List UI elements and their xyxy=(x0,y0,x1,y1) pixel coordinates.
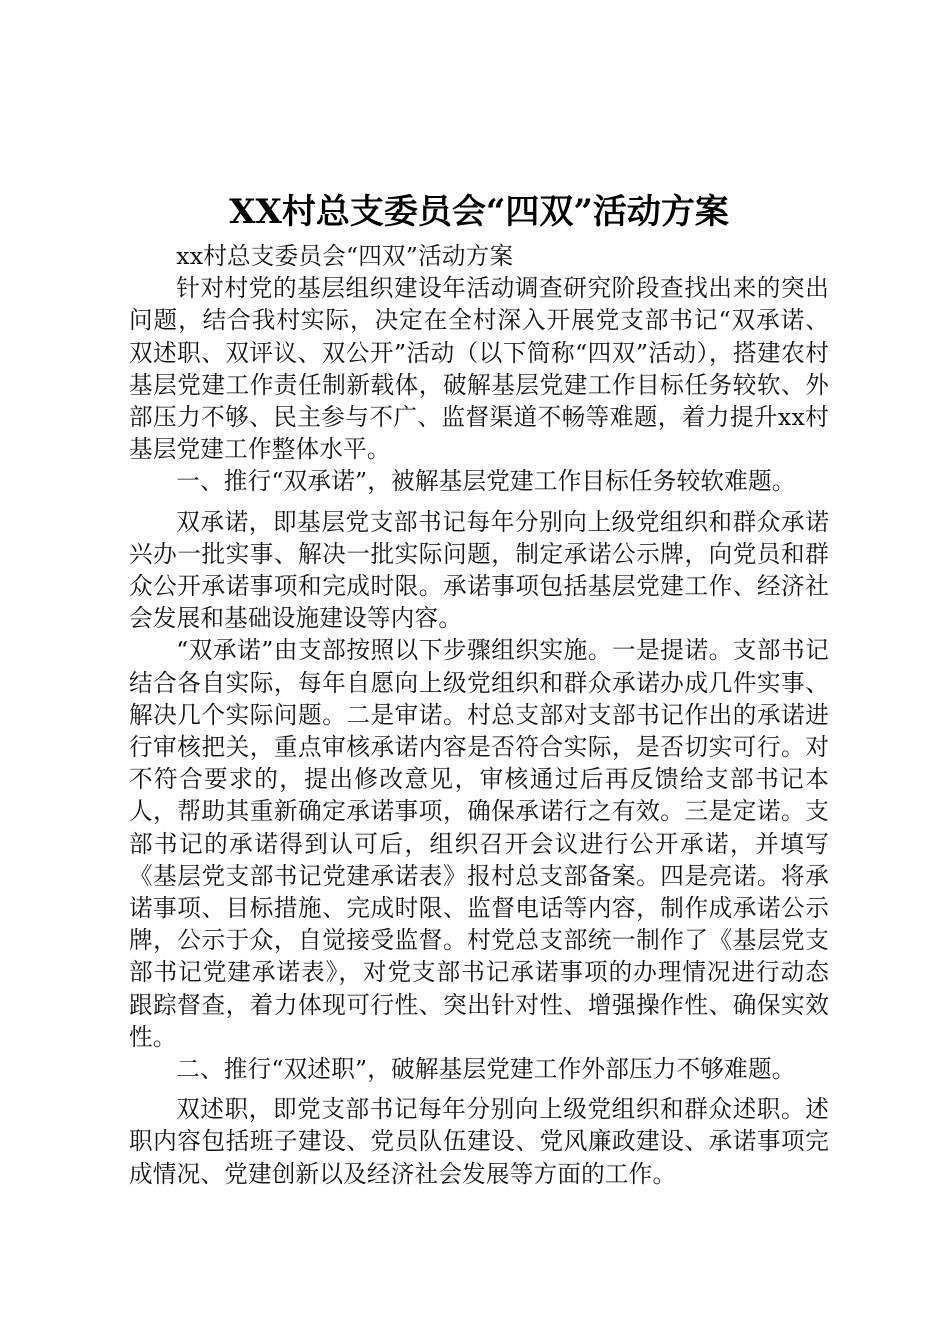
document-body xyxy=(129,240,829,1190)
body-paragraph: 双承诺，即基层党支部书记每年分别向上级党组织和群众承诺兴办一批实事、解决一批实际问题，制定承诺公示牌，向党员和群众公开承诺事项和完成时限。承诺事项包括基层党建工作、经济社会发展和基础设施建设等内容。 xyxy=(129,507,829,633)
intro-paragraph: 针对村党的基层组织建设年活动调查研究阶段查找出来的突出问题，结合我村实际，决定在全村深入开展党支部书记“双承诺、双述职、双评议、双公开”活动（以下简称“四双”活动），搭建农村基层党建工作责任制新载体，破解基层党建工作目标任务较软、外部压力不够、民主参与不广、监督渠道不畅等难题，着力提升xx村基层党建工作整体水平。 xyxy=(129,274,829,464)
document-content xyxy=(129,0,829,1190)
section-heading-1: 一、推行“双承诺”，被解基层党建工作目标任务较软难题。 xyxy=(176,467,796,496)
section-heading-2: 二、推行“双述职”，破解基层党建工作外部压力不够难题。 xyxy=(176,1055,796,1084)
body-paragraph: “双承诺”由支部按照以下步骤组织实施。一是提诺。支部书记结合各自实际，每年自愿向上级党组织和群众承诺办成几件实事、解决几个实际问题。二是审诺。村总支部对支部书记作出的承诺进行审核把关，重点审核承诺内容是否符合实际，是否切实可行。对不符合要求的，提出修改意见，审核通过后再反馈给支部书记本人，帮助其重新确定承诺事项，确保承诺行之有效。三是定诺。支部书记的承诺得到认可后，组织召开会议进行公开承诺，并填写《基层党支部书记党建承诺表》报村总支部备案。四是亮诺。将承诺事项、目标措施、完成时限、监督电话等内容，制作成承诺公示牌，公示于众，自觉接受监督。村党总支部统一制作了《基层党支部书记党建承诺表》，对党支部书记承诺事项的办理情况进行动态跟踪督查，着力体现可行性、突出针对性、增强操作性、确保实效性。 xyxy=(129,636,829,1051)
subtitle-paragraph: xx村总支委员会“四双”活动方案 xyxy=(176,242,514,270)
body-paragraph: 双述职，即党支部书记每年分别向上级党组织和群众述职。述职内容包括班子建设、党员队伍建设、党风廉政建设、承诺事项完成情况、党建创新以及经济社会发展等方面的工作。 xyxy=(129,1095,829,1188)
document-title: XX村总支委员会“四双”活动方案 xyxy=(229,192,729,232)
